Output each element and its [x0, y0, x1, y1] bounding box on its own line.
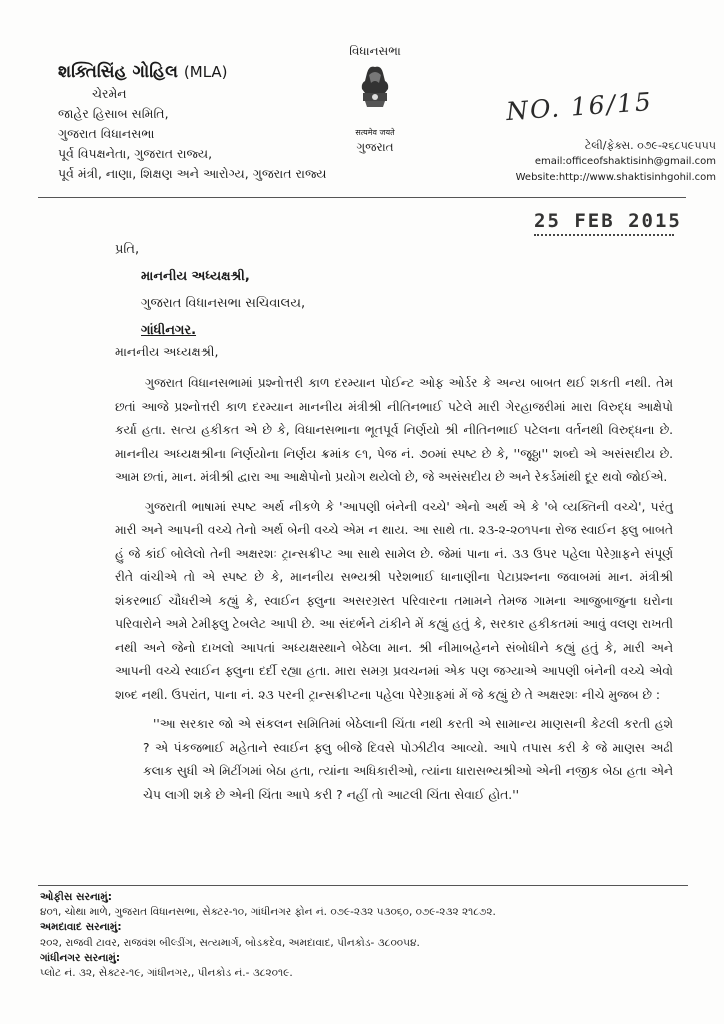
recipient-address: [115, 236, 305, 344]
sender-former-minister: પૂર્વ મંત્રી, નાણા, શિક્ષણ અને આરોગ્ય, ગુજરાત રાજ્ય: [58, 166, 327, 181]
address-office: ગુજરાત વિધાનસભા સચિવાલય,: [141, 296, 306, 311]
body-quote: ''આ સરકાર જો એ સંકલન સમિતિમાં બેઠેલાની ચિંતા નથી કરતી એ સામાન્ય માણસની કેટલી કરતી હશે ? એ પંકજભાઈ મહેતાને સ્વાઈન ફ્લુ બીજે દિવસે પોઝીટીવ આવ્યો. આપે તપાસ કરી કે જે માણસ અઢી કલાક સુધી એ મિટીંગમાં બેઠા હતા, ત્યાંના અધિકારીઓ, ત્યાંના ધારાસભ્યશ્રીઓ એની નજીક બેઠા હતા એને ચેપ લાગી શકે છે એની ચિંતા આપે કરી ? નહીં તો આટલી ચિંતા સેવાઈ હોત.'': [143, 717, 673, 802]
header-divider: [38, 197, 686, 198]
address-to: માનનીય અધ્યક્ષશ્રી,: [141, 269, 250, 284]
footer-ahmedabad-address: ૨૦૨, રાજવી ટાવર, રાજવંશ બીલ્ડીંગ, સત્યમાર્ગ, બોડકદેવ, અમદાવાદ, પીનકોડ- ૩૮૦૦૫૪.: [40, 936, 420, 949]
date-stamp: 25 FEB 2015: [534, 210, 682, 232]
sender-former-role: પૂર્વ વિપક્ષનેતા, ગુજરાત રાજ્ય,: [58, 146, 213, 161]
letterhead-contact: [466, 138, 716, 186]
sender-name-suffix: (MLA): [183, 63, 228, 81]
footer-gandhinagar-heading: ગાંધીનગર સરનામું:: [40, 951, 121, 964]
footer-ahmedabad-heading: અમદાવાદ સરનામું:: [40, 921, 122, 934]
emblem-state: ગુજરાત: [356, 140, 394, 154]
footer-divider: [38, 885, 688, 886]
ashoka-emblem-icon: [355, 63, 395, 125]
sender-title: ચેરમેન: [92, 86, 127, 101]
contact-website: Website:http://www.shaktisinhgohil.com: [515, 172, 716, 183]
sender-assembly: ગુજરાત વિધાનસભા: [58, 126, 155, 141]
footer-gandhinagar-address: પ્લોટ નં. ૩૨, સેક્ટર-૧૯, ગાંધીનગર,, પીનકોડ નં.- ૩૮૨૦૧૯.: [40, 967, 293, 980]
state-emblem: [330, 44, 420, 155]
body-paragraph-1: ગુજરાત વિધાનસભામાં પ્રશ્નોત્તરી કાળ દરમ્યાન પોઈન્ટ ઓફ ઓર્ડર કે અન્ય બાબત થઈ શકતી નથી. તેમ છતાં આજે પ્રશ્નોત્તરી કાળ દરમ્યાન માનનીય મંત્રીશ્રી નીતિનભાઈ પટેલે મારી ગેરહાજરીમાં મારા વિરુદ્ધ આક્ષેપો કર્યા હતા. સત્ય હકીકત એ છે કે, વિધાનસભાના ભૂતપૂર્વ નિર્ણયો શ્રી નીતિનભાઈ પટેલના વર્તનથી વિરુદ્ધના છે. માનનીય અધ્યક્ષશ્રીના નિર્ણયોના નિર્ણય ક્રમાંક ૯૧, પેજ નં. ૭૦માં સ્પષ્ટ છે કે, ''જૂઠ્ઠા'' શબ્દો એ અસંસદીય છે. આમ છતાં, માન. મંત્રીશ્રી દ્વારા આ આક્ષેપોનો પ્રયોગ થયેલો છે, જે અસંસદીય છે અને રેકર્ડમાંથી દૂર થવો જોઈએ.: [115, 376, 673, 484]
letter-body: [115, 372, 673, 813]
emblem-heading: વિધાનસભા: [349, 44, 401, 58]
body-paragraph-2: ગુજરાતી ભાષામાં સ્પષ્ટ અર્થ નીકળે કે 'આપણી બંનેની વચ્ચે' એનો અર્થ એ કે 'બે વ્યક્તિની વચ્ચે', પરંતુ મારી અને આપની વચ્ચે તેનો અર્થ બેની વચ્ચે એમ ન થાય. આ સાથે તા. ૨૩-૨-૨૦૧૫ના રોજ સ્વાઈન ફ્લુ બાબતે હું જે કાંઈ બોલેલો તેની અક્ષરશઃ ટ્રાન્સક્રીપ્ટ આ સાથે સામેલ છે. જેમાં પાના નં. ૩૩ ઉપર પહેલા પેરેગ્રાફને સંપૂર્ણ રીતે વાંચીએ તો એ સ્પષ્ટ છે કે, માનનીય સભ્યશ્રી પરેશભાઈ ધાનાણીના પેટાપ્રશ્નના જવાબમાં માન. મંત્રીશ્રી શંકરભાઈ ચૌધરીએ કહ્યું કે, સ્વાઈન ફ્લુના અસરગ્રસ્ત પરિવારના તમામને તેમજ ગામના આજુબાજુના ઘરોના પરિવારોને અમે ટેમીફ્લુ ટેબલેટ આપી છે. આ સંદર્ભને ટાંકીને મેં કહ્યું હતું કે, સરકાર હકીકતમાં આવું વલણ રાખતી નથી અને જેનો દાખલો આપતાં અધ્યક્ષસ્થાને બેઠેલા માન. શ્રી નીમાબહેનને સંબોધીને કહ્યું હતું કે, મારી અને આપની વચ્ચે સ્વાઈન ફ્લુના દર્દી રહ્યા હતા. મારા સમગ્ર પ્રવચનમાં એક પણ જગ્યાએ આપણી બંનેની વચ્ચે એવો શબ્દ નથી. ઉપરાંત, પાના નં. ૨૩ પરની ટ્રાન્સક્રીપ્ટના પહેલા પેરેગ્રાફમાં મેં જે કહ્યું છે તે અક્ષરશઃ નીચે મુજબ છે :: [115, 499, 673, 702]
contact-email: email:officeofshaktisinh@gmail.com: [534, 156, 716, 167]
date-stamp-underline: [534, 234, 674, 236]
address-prati: પ્રતિ,: [115, 242, 140, 257]
address-city: ગાંધીનગર.: [141, 323, 197, 338]
footer-addresses: [40, 890, 496, 981]
emblem-motto: सत्यमेव जयते: [355, 128, 395, 137]
sender-name-text: શક્તિસિંહ ગોહિલ: [58, 62, 178, 82]
contact-phone: ટેલી/ફેક્સ. ૦૭૯-૨૬૮૫૯૫૫૫: [584, 139, 716, 152]
footer-office-address: ૪૦૧, ચોથા માળે, ગુજરાત વિધાનસભા, સેક્ટર-૧૦, ગાંધીનગર ફોન નં. ૦૭૯-૨૩૨ ૫૩૦૬૦, ૦૭૯-૨૩૨ ૨૧૮૭૨.: [40, 906, 496, 919]
footer-office-heading: ઓફીસ સરનામું:: [40, 891, 112, 903]
salutation: માનનીય અધ્યક્ષશ્રી,: [115, 344, 219, 359]
handwritten-reference-number: NO. 16/15: [505, 86, 654, 127]
sender-committee: જાહેર હિસાબ સમિતિ,: [58, 106, 169, 121]
